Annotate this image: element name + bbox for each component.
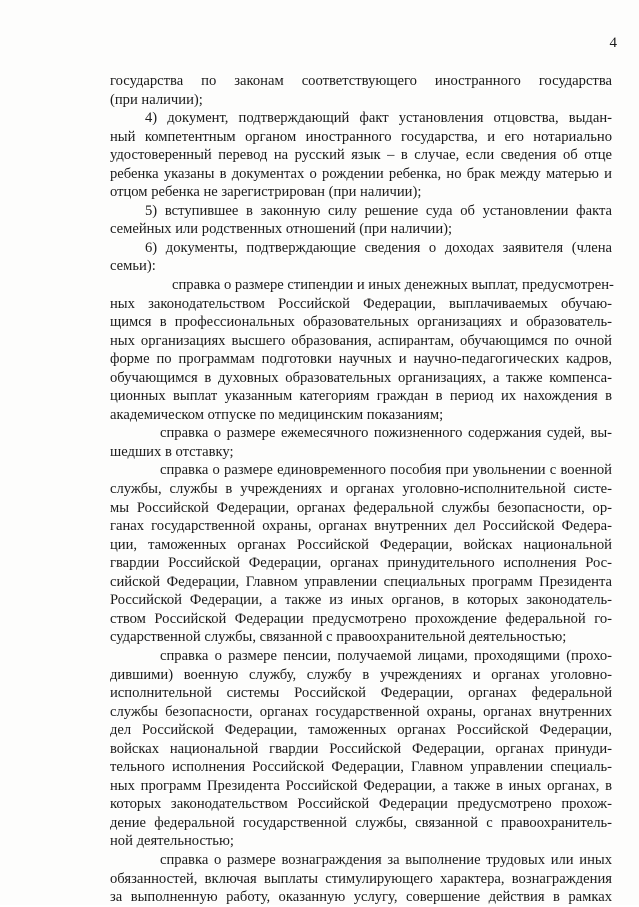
text-line: сударственной службы, связанной с правоохранительной деятельностью;	[110, 629, 567, 646]
text-line: академическом отпуске по медицинским показаниям;	[110, 406, 444, 423]
text-line: 5) вступившее в законную силу решение суда об установлении факта	[145, 202, 612, 219]
text-line: ной деятельностью;	[110, 833, 234, 850]
text-line: ребенка указаны в документах о рождении ребенка, но брак между матерью и	[110, 165, 612, 182]
text-line: службы, службы в учреждениях и органах уголовно-исполнительной систе-	[110, 481, 612, 498]
text-line: ных организациях высшего образования, аспирантам, обучающимся по очной	[110, 332, 612, 349]
text-line: справка о размере стипендии и иных денежных выплат, предусмотрен-	[172, 277, 614, 294]
text-line: 6) документы, подтверждающие сведения о доходах заявителя (члена	[145, 239, 612, 256]
text-line: Российской Федерации, а также из иных органов, в которых законодатель-	[110, 592, 612, 609]
text-line: сийской Федерации, Главном управлении специальных программ Президента	[110, 573, 612, 590]
text-line: ганах государственной охраны, органах внутренних дел Российской Федера-	[110, 518, 612, 535]
text-line: щимся в профессиональных образовательных организациях и образователь-	[110, 314, 612, 331]
text-line: обучающимся в духовных образовательных организациях, а также компенса-	[110, 369, 612, 386]
text-line: семейных или родственных отношений (при наличии);	[110, 221, 453, 238]
text-line: семьи):	[110, 258, 156, 275]
text-line: службы безопасности, органах государственной охраны, органах внутренних	[110, 703, 612, 720]
text-line: удостоверенный перевод на русский язык – в случае, если сведения об отце	[110, 147, 612, 164]
text-line: справка о размере ежемесячного пожизненного содержания судей, вы-	[160, 425, 612, 442]
text-line: справка о размере пенсии, получаемой лицами, проходящими (прохо-	[160, 647, 612, 664]
text-line: ный компетентным органом иностранного государства, и его нотариально	[110, 128, 612, 145]
text-line: гвардии Российской Федерации, органах принудительного исполнения Рос-	[110, 555, 612, 572]
text-line: обязанностей, включая выплаты стимулирующего характера, вознаграждения	[110, 870, 612, 887]
text-line: ных законодательством Российской Федерации, выплачиваемых обучаю-	[110, 295, 612, 312]
page-number: 4	[609, 35, 617, 51]
text-line: ных программ Президента Российской Федерации, а также в иных органах, в	[110, 777, 612, 794]
text-line: государства по законам соответствующего иностранного государства	[110, 73, 612, 89]
text-line: ционных выплат указанным категориям граждан в период их нахождения в	[110, 388, 612, 405]
text-line: ством Российской Федерации предусмотрено прохождение федеральной го-	[110, 610, 612, 627]
text-line: справка о размере вознаграждения за выполнение трудовых или иных	[160, 851, 612, 868]
text-line: исполнительной системы Российской Федерации, органах федеральной	[110, 685, 612, 702]
text-line: за выполненную работу, оказанную услугу, совершение действия в рамках	[110, 889, 612, 906]
text-line: мы Российской Федерации, органах федеральной службы безопасности, ор-	[110, 499, 612, 516]
text-line: 4) документ, подтверждающий факт установления отцовства, выдан-	[145, 110, 612, 127]
text-line: (при наличии);	[110, 91, 203, 108]
text-line: отцом ребенка не зарегистрирован (при наличии);	[110, 184, 422, 201]
text-line: ции, таможенных органах Российской Федерации, войсках национальной	[110, 536, 612, 553]
text-line: шедших в отставку;	[110, 443, 234, 460]
text-line: форме по программам подготовки научных и научно-педагогических кадров,	[110, 351, 612, 368]
document-body	[110, 72, 612, 907]
text-line: которых законодательством Российской Федерации предусмотрено прохож-	[110, 796, 612, 813]
text-line: дение федеральной государственной службы, связанной с правоохранитель-	[110, 814, 612, 831]
text-line: дел Российской Федерации, таможенных органах Российской Федерации,	[110, 722, 612, 739]
text-line: тельного исполнения Российской Федерации, Главном управлении специаль-	[110, 759, 612, 776]
text-line: дившими) военную службу, службу в учреждениях и органах уголовно-	[110, 666, 612, 683]
text-line: войсках национальной гвардии Российской Федерации, органах принуди-	[110, 740, 612, 757]
text-line: справка о размере единовременного пособия при увольнении с военной	[160, 462, 612, 479]
